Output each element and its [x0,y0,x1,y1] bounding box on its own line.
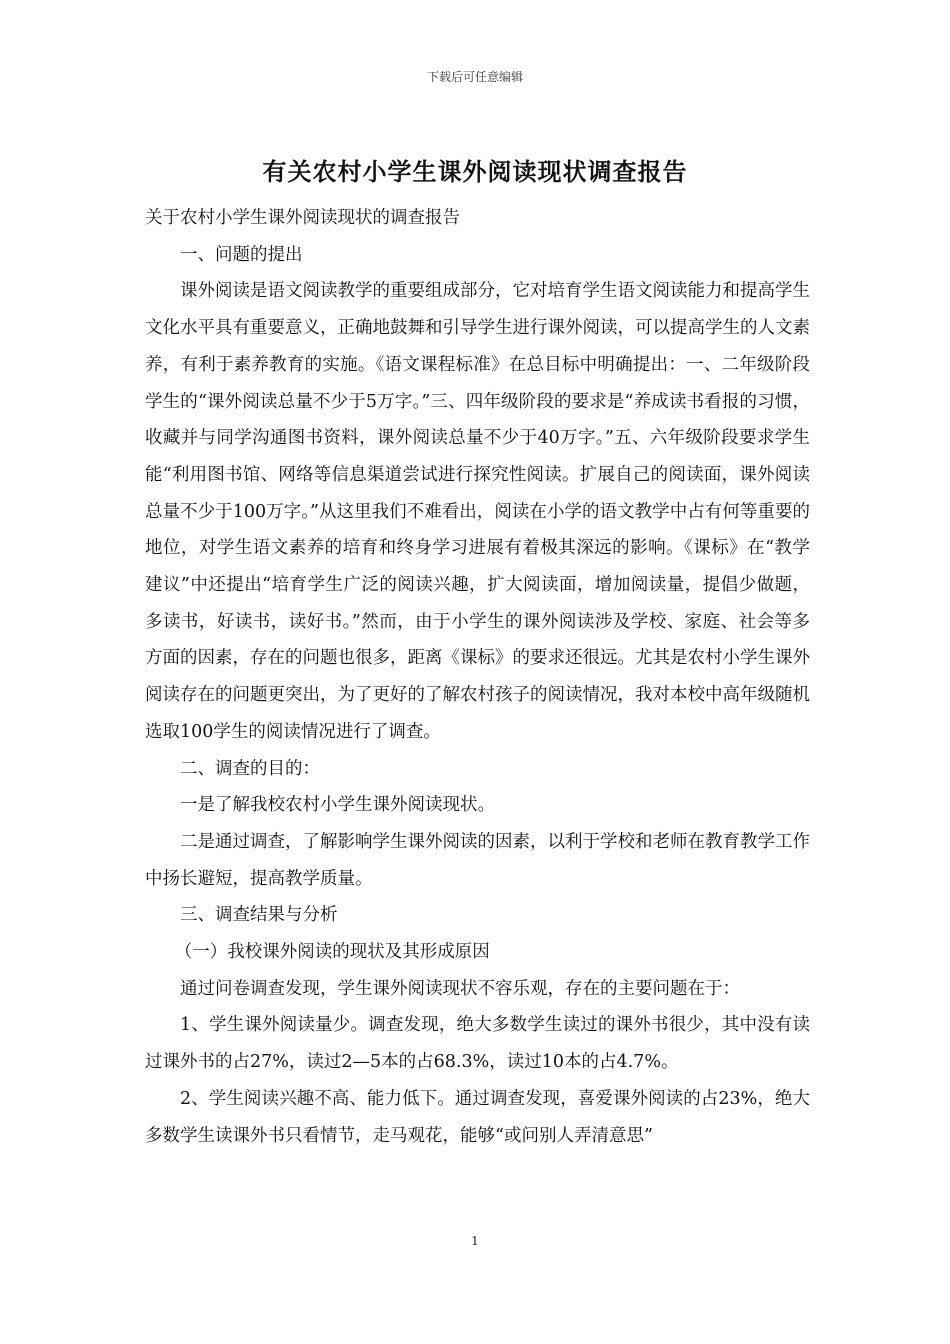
header-note: 下载后可任意编辑 [426,70,523,84]
section-heading: 三、调查结果与分析 [180,905,338,926]
subsection-heading: （一）我校课外阅读的现状及其形成原因 [174,942,490,963]
section-heading: 一、问题的提出 [180,244,303,265]
body-paragraph: 一是了解我校农村小学生课外阅读现状。 [180,795,495,816]
section-heading: 二、调查的目的： [180,758,320,779]
body-paragraph: 课外阅读是语文阅读教学的重要组成部分，它对培育学生语文阅读能力和提高学生文化水平具有重要意义，正确地鼓舞和引导学生进行课外阅读，可以提高学生的人文素养，有利于素养教育的实施。《语文课程标准》在总目标中明确提出：一、二年级阶段学生的“课外阅读总量不少于5万字。”三、四年级阶段的要求是“养成读书看报的习惯，收藏并与同学沟通图书资料，课外阅读总量不少于40万字。”五、六年级阶段要求学生能“利用图书馆、网络等信息渠道尝试进行探究性阅读。扩展自己的阅读面，课外阅读总量不少于100万字。”从这里我们不难看出，阅读在小学的语文教学中占有何等重要的地位，对学生语文素养的培育和终身学习进展有着极其深远的影响。《课标》在“教学建议”中还提出“培育学生广泛的阅读兴趣，扩大阅读面，增加阅读量，提倡少做题，多读书，好读书，读好书。”然而，由于小学生的课外阅读涉及学校、家庭、社会等多方面的因素，存在的问题也很多，距离《课标》的要求还很远。尤其是农村小学生课外阅读存在的问题更突出，为了更好的了解农村孩子的阅读情况，我对本校中高年级随机选取100学生的阅读情况进行了调查。 [145,281,810,742]
document-body [145,200,810,1154]
document-title: 有关农村小学生课外阅读现状调查报告 [262,158,688,186]
body-paragraph: 二是通过调查，了解影响学生课外阅读的因素，以利于学校和老师在教育教学工作中扬长避短，提高教学质量。 [145,831,810,889]
body-paragraph: 2、学生阅读兴趣不高、能力低下。通过调查发现，喜爱课外阅读的占23%，绝大多数学生读课外书只看情节，走马观花，能够“或问别人弄清意思” [145,1088,810,1146]
page-number: 1 [471,1234,479,1248]
body-paragraph: 1、学生课外阅读量少。调查发现，绝大多数学生读过的课外书很少，其中没有读过课外书的占27%，读过2—5本的占68.3%，读过10本的占4.7%。 [145,1015,810,1073]
subtitle-line: 关于农村小学生课外阅读现状的调查报告 [145,208,460,228]
body-paragraph: 通过问卷调查发现，学生课外阅读现状不容乐观，存在的主要问题在于： [180,978,740,999]
